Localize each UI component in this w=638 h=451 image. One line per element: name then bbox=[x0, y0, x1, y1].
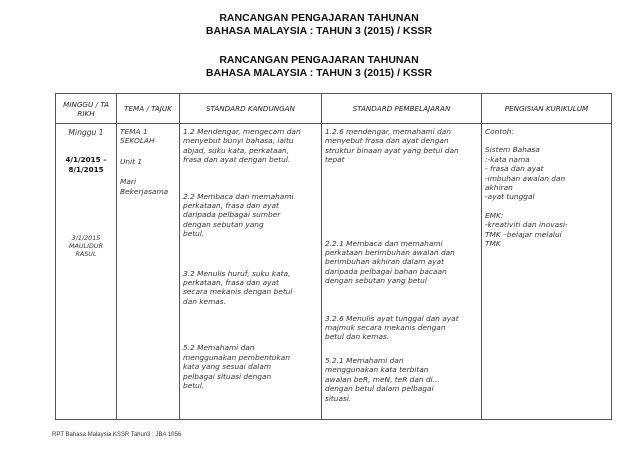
sp-block-1 bbox=[325, 127, 478, 165]
cell-standard-kandungan bbox=[180, 124, 322, 420]
sp-line: dengan betul dalam pelbagai bbox=[325, 384, 434, 394]
date-to: 8/1/2015 bbox=[68, 164, 104, 174]
header-standard-kandungan: STANDARD KANDUNGAN bbox=[180, 94, 322, 124]
sp-line: 5.2.1 Memahami dan bbox=[325, 355, 404, 365]
sk-line: dan kemas. bbox=[183, 296, 227, 306]
sk-block-3 bbox=[183, 269, 318, 307]
tajuk-line-2: Bekerjasama bbox=[120, 186, 169, 196]
cell-tema bbox=[117, 124, 180, 420]
pengisian-item: -imbuhan awalan dan bbox=[485, 173, 566, 183]
page-footer: RPT Bahasa Malaysia KSSR Tahun3 : JBA 1056 bbox=[52, 432, 182, 438]
sp-line: perkataan berimbuhan awalan dan bbox=[325, 248, 455, 258]
sk-line: 2.2 Membaca dan memahami bbox=[183, 191, 294, 201]
sp-line: tepat bbox=[325, 155, 345, 165]
sk-line: betul. bbox=[183, 229, 205, 239]
sk-line: 1.2 Mendengar, mengecam dan bbox=[183, 127, 301, 136]
title-line-1: RANCANGAN PENGAJARAN TAHUNAN bbox=[219, 12, 419, 24]
sk-line: menyebut bunyi bahasa, iaitu bbox=[183, 136, 294, 146]
holiday-name-1: MAULIDUR bbox=[68, 242, 104, 251]
pengisian-item: akhiran bbox=[485, 183, 513, 193]
sp-block-2 bbox=[325, 239, 478, 286]
sp-line: majmuk secara mekanis dengan bbox=[325, 323, 446, 333]
pengisian-emk-item: -kreativiti dan inovasi- bbox=[485, 220, 568, 230]
pengisian-emk: EMK: bbox=[485, 210, 504, 220]
sp-block-4 bbox=[325, 356, 478, 403]
tema-number: TEMA 1 bbox=[120, 127, 148, 136]
sk-line: perkataan, frasa dan ayat bbox=[183, 201, 279, 211]
pengisian-item: :-kata nama bbox=[485, 154, 530, 164]
sk-line: kata yang sesuai dalam bbox=[183, 362, 272, 372]
cell-minggu bbox=[56, 124, 117, 420]
sk-block-4 bbox=[183, 343, 318, 390]
rpt-table bbox=[55, 93, 612, 420]
date-from: 4/1/2015 – bbox=[65, 155, 107, 165]
pengisian-item: - frasa dan ayat bbox=[485, 164, 544, 174]
sk-block-2 bbox=[183, 192, 318, 239]
sp-line: betul dan kemas. bbox=[325, 332, 390, 342]
sk-line: secara mekanis dengan betul bbox=[183, 287, 293, 297]
pengisian-emk-item: TMK –belajar melalui bbox=[485, 229, 562, 239]
sk-block-1 bbox=[183, 127, 318, 165]
holiday-note bbox=[59, 234, 113, 258]
sp-line: menyebut frasa dan ayat dengan bbox=[325, 136, 449, 146]
sk-line: dengan sebutan yang bbox=[183, 219, 264, 229]
header-tema: TEMA / TAJUK bbox=[117, 94, 180, 124]
table-header-row bbox=[56, 94, 612, 124]
sk-line: daripada pelbagai sumber bbox=[183, 210, 281, 220]
pengisian-item: Sistem Bahasa bbox=[485, 145, 540, 155]
title-line-4: BAHASA MALAYSIA : TAHUN 3 (2015) / KSSR bbox=[205, 67, 433, 79]
holiday-date: 3/1/2015 bbox=[71, 234, 101, 243]
sk-line: pelbagai situasi dengan bbox=[183, 371, 272, 381]
sk-line: 3.2 Menulis huruf, suku kata, bbox=[183, 268, 291, 278]
sp-line: menggunakan kata terbitan bbox=[325, 365, 429, 375]
sk-line: perkataan, frasa dan ayat bbox=[183, 278, 279, 288]
tema-name: SEKOLAH bbox=[120, 136, 155, 146]
sp-line: 1.2.6 mendengar, memahami dan bbox=[325, 127, 451, 136]
unit-label: Unit 1 bbox=[120, 156, 143, 166]
pengisian-item: -ayat tunggal bbox=[485, 192, 535, 202]
header-standard-pembelajaran: STANDARD PEMBELAJARAN bbox=[322, 94, 482, 124]
sp-line: 2.2.1 Membaca dan memahami bbox=[325, 238, 443, 248]
table-row bbox=[56, 124, 612, 420]
sp-line: daripada pelbagai bahan bacaan bbox=[325, 266, 447, 276]
week-label: Minggu 1 bbox=[68, 128, 104, 137]
header-minggu: MINGGU / TA RIKH bbox=[56, 94, 117, 124]
sk-line: abjad, suku kata, perkataan, bbox=[183, 145, 290, 155]
sk-line: 5.2 Memahami dan bbox=[183, 343, 255, 353]
sp-line: dengan sebutan yang betul bbox=[325, 276, 427, 286]
holiday-name-2: RASUL bbox=[75, 250, 97, 259]
header-pengisian-kurikulum: PENGISIAN KURIKULUM bbox=[482, 94, 612, 124]
sp-line: 3.2.6 Menulis ayat tunggal dan ayat bbox=[325, 313, 459, 323]
date-range bbox=[59, 155, 113, 174]
sk-line: betul. bbox=[183, 380, 205, 390]
page-titles bbox=[0, 12, 638, 80]
sp-block-3 bbox=[325, 314, 478, 342]
pengisian-emk-item: TMK bbox=[485, 239, 501, 249]
sp-line: struktur binaan ayat yang betul dan bbox=[325, 145, 459, 155]
sp-line: berimbuhan akhiran dalam ayat bbox=[325, 257, 444, 267]
cell-pengisian-kurikulum bbox=[482, 124, 612, 420]
tajuk-line-1: Mari bbox=[120, 177, 136, 187]
pengisian-contoh: Contoh: bbox=[485, 127, 514, 136]
cell-standard-pembelajaran bbox=[322, 124, 482, 420]
sp-line: situasi. bbox=[325, 393, 352, 403]
sk-line: menggunakan pembentukan bbox=[183, 352, 290, 362]
title-line-2: BAHASA MALAYSIA : TAHUN 3 (2015) / KSSR bbox=[205, 25, 433, 37]
sp-line: awalan beR, meN, teR dan di... bbox=[325, 374, 440, 384]
sk-line: frasa dan ayat dengan betul. bbox=[183, 155, 291, 165]
title-line-3: RANCANGAN PENGAJARAN TAHUNAN bbox=[219, 54, 419, 66]
